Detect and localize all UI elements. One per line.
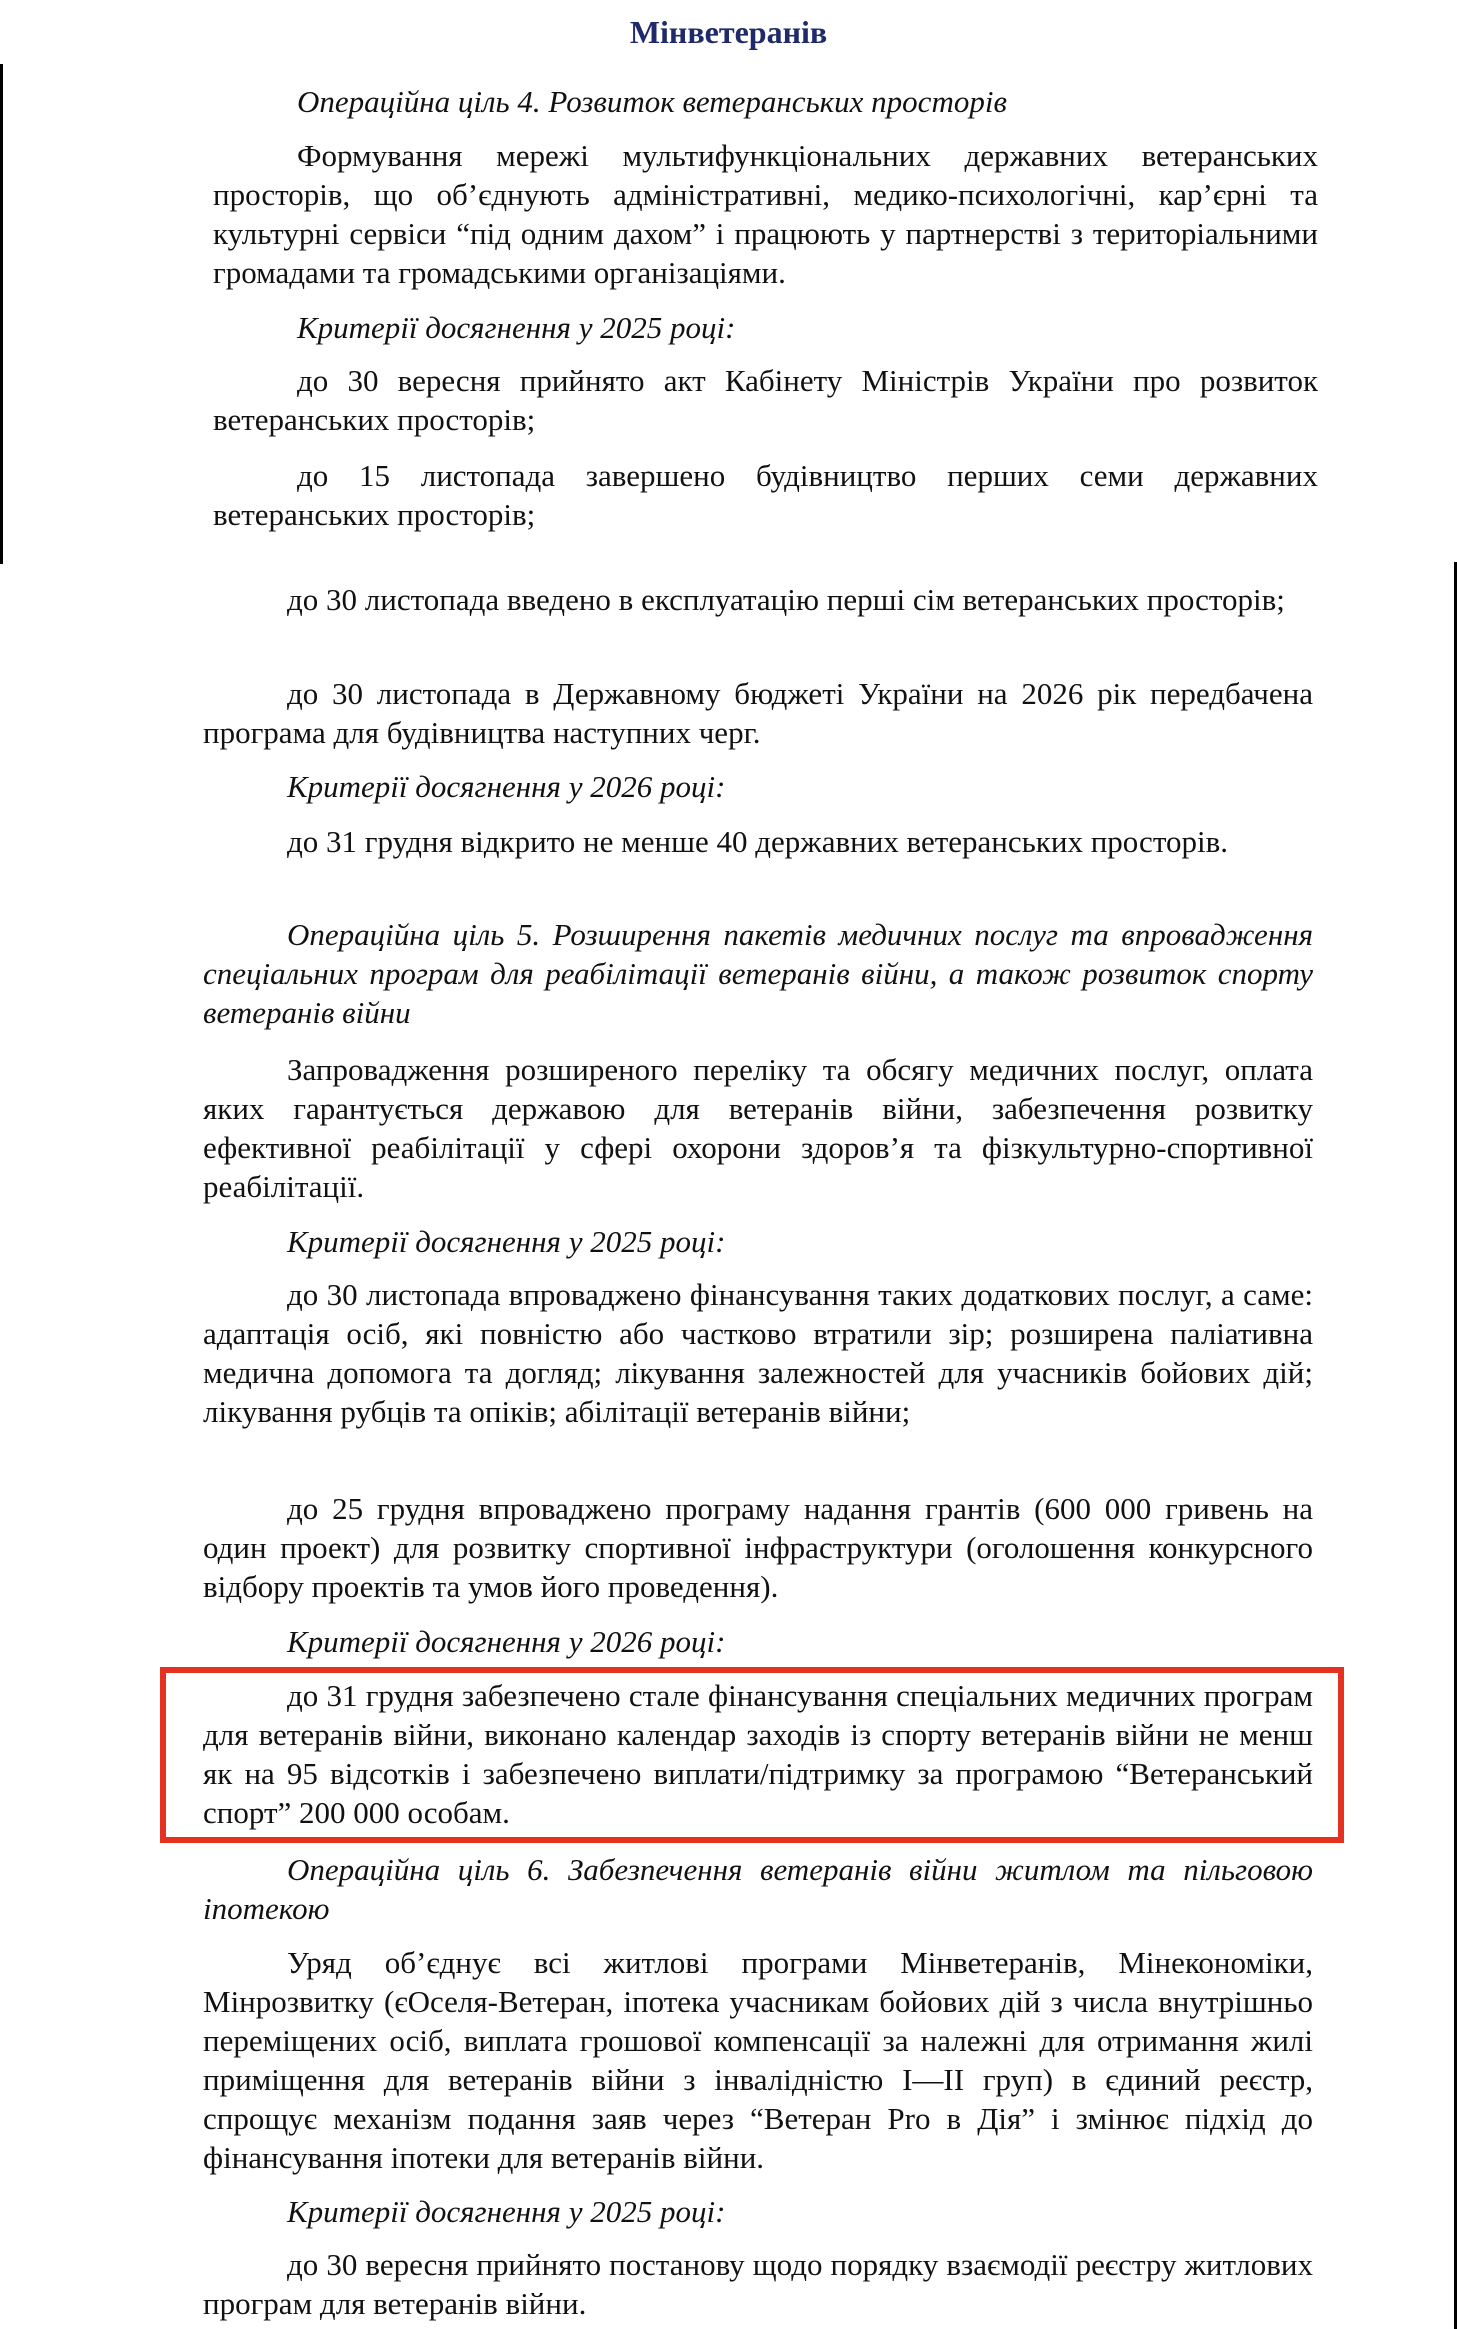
criteria-2025-heading: Критерії досягнення у 2025 році: (297, 310, 736, 345)
highlight-box (160, 1667, 1344, 1843)
goal-6-criterion-1: до 30 вересня прийнято постанову щодо порядку взаємодії реєстру житлових програм для ветеранів війни. (203, 2247, 1313, 2321)
goal-4-criterion-1: до 30 вересня прийнято акт Кабінету Міністрів України про розвиток ветеранських просторів; (213, 363, 1318, 437)
goal-4-description: Формування мережі мультифункціональних державних ветеранських просторів, що об’єднують адміністративні, медико-психологічні, кар’єрні та культурні сервіси “під одним дахом” і працюють у партнерстві з територіальними громадами та громадськими організаціями. (213, 138, 1318, 290)
goal-5-criterion-2: до 25 грудня впроваджено програму надання грантів (600 000 гривень на один проект) для розвитку спортивної інфраструктури (оголошення конкурсного відбору проектів та умов його проведення). (203, 1491, 1313, 1604)
criteria-2025-heading-2: Критерії досягнення у 2025 році: (287, 1224, 726, 1259)
page-header-title: Мінветеранів (629, 14, 828, 50)
goal-4-criterion-3: до 30 листопада введено в експлуатацію перші сім ветеранських просторів; (287, 582, 1285, 617)
goal-4-criterion-2: до 15 листопада завершено будівництво перших семи державних ветеранських просторів; (213, 458, 1318, 532)
criteria-2025-heading-3: Критерії досягнення у 2025 році: (287, 2194, 726, 2229)
goal-6-heading: Операційна ціль 6. Забезпечення ветеранів війни житлом та пільговою іпотекою (203, 1852, 1313, 1926)
criteria-2026-heading: Критерії досягнення у 2026 році: (287, 769, 726, 804)
goal-4-criterion-2026: до 31 грудня відкрито не менше 40 державних ветеранських просторів. (287, 824, 1228, 859)
goal-5-criterion-2026-highlighted: до 31 грудня забезпечено стале фінансування спеціальних медичних програм для ветеранів війни, виконано календар заходів із спорту ветеранів війни не менш як на 95 відсотків і забезпечено виплати/підтримку за програмою “Ветеранський спорт” 200 000 особам. (203, 1678, 1313, 1830)
goal-5-description: Запровадження розширеного переліку та обсягу медичних послуг, оплата яких гарантується державою для ветеранів війни, забезпечення розвитку ефективної реабілітації у сфері охорони здоров’я та фізкультурно-спортивної реабілітації. (203, 1052, 1313, 1204)
goal-6-description: Уряд об’єднує всі житлові програми Мінветеранів, Мінекономіки, Мінрозвитку (єОселя-Ветеран, іпотека учасникам бойових дій з числа внутрішньо переміщених осіб, виплата грошової компенсації за належні для отримання жилі приміщення для ветеранів війни з інвалідністю I—II груп) в єдиний реєстр, спрощує механізм подання заяв через “Ветеран Pro в Дія” і змінює підхід до фінансування іпотеки для ветеранів війни. (203, 1945, 1313, 2175)
criteria-2026-heading-2: Критерії досягнення у 2026 році: (287, 1624, 726, 1659)
left-margin-line (0, 64, 3, 564)
goal-4-heading: Операційна ціль 4. Розвиток ветеранських просторів (297, 84, 1007, 119)
goal-5-criterion-1: до 30 листопада впроваджено фінансування таких додаткових послуг, а саме: адаптація осіб, які повністю або частково втратили зір; розширена паліативна медична допомога та догляд; лікування залежностей для учасників бойових дій; лікування рубців та опіків; абілітації ветеранів війни; (203, 1277, 1313, 1429)
goal-5-heading: Операційна ціль 5. Розширення пакетів медичних послуг та впровадження спеціальних програм для реабілітації ветеранів війни, а також розвиток спорту ветеранів війни (203, 917, 1313, 1030)
goal-4-criterion-4: до 30 листопада в Державному бюджеті України на 2026 рік передбачена програма для будівництва наступних черг. (203, 676, 1313, 750)
